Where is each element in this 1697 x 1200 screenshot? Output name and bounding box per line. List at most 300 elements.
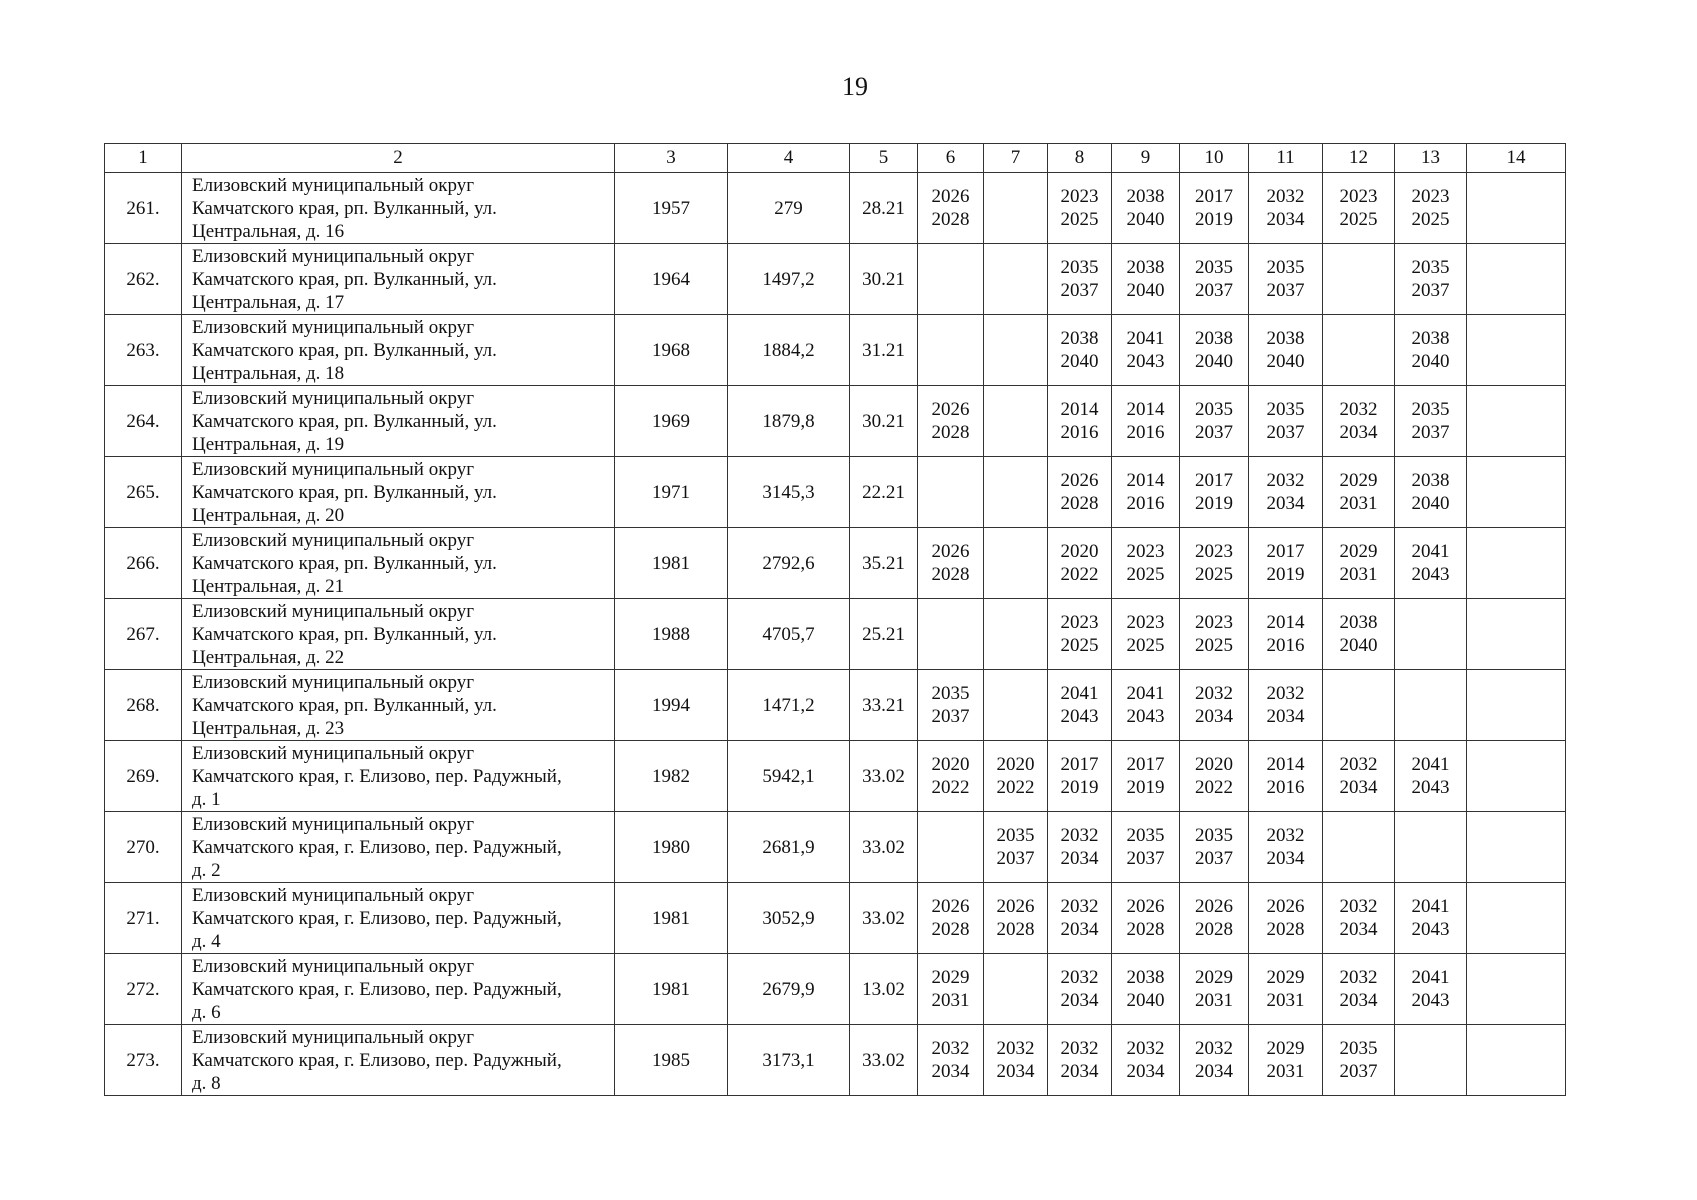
address-line: Камчатского края, рп. Вулканный, ул. bbox=[192, 481, 497, 503]
period-year: 2029 bbox=[1266, 1038, 1305, 1059]
period-year: 2026 bbox=[1060, 470, 1099, 491]
address-line: Камчатского края, г. Елизово, пер. Радужный, bbox=[192, 765, 562, 787]
table-row bbox=[105, 457, 1566, 528]
area-cell: 279 bbox=[728, 173, 850, 244]
table-row bbox=[105, 244, 1566, 315]
period-year: 2025 bbox=[1126, 635, 1165, 656]
year-built-cell: 1988 bbox=[615, 599, 728, 670]
period-year: 2019 bbox=[1266, 564, 1305, 585]
period-year: 2032 bbox=[1060, 896, 1099, 917]
code-cell: 33.02 bbox=[850, 1025, 918, 1096]
address-line: д. 1 bbox=[192, 788, 221, 810]
period-year: 2035 bbox=[1195, 257, 1233, 278]
period-year: 2035 bbox=[1411, 399, 1450, 420]
period-year: 2032 bbox=[1339, 967, 1378, 988]
area-cell: 3173,1 bbox=[728, 1025, 850, 1096]
period-year: 2032 bbox=[1339, 754, 1378, 775]
work-period-cell-c8 bbox=[1048, 315, 1112, 386]
work-period-cell-c12 bbox=[1323, 386, 1395, 457]
year-built-cell: 1981 bbox=[615, 954, 728, 1025]
period-year: 2038 bbox=[1126, 186, 1165, 207]
period-year: 2040 bbox=[1126, 280, 1165, 301]
address-cell bbox=[182, 173, 615, 244]
period-year: 2023 bbox=[1195, 612, 1233, 633]
column-header: 13 bbox=[1395, 144, 1467, 173]
year-built-cell: 1971 bbox=[615, 457, 728, 528]
work-period-cell-c8 bbox=[1048, 1025, 1112, 1096]
period-year: 2032 bbox=[996, 1038, 1035, 1059]
period-year: 2037 bbox=[1266, 422, 1305, 443]
period-year: 2025 bbox=[1195, 564, 1233, 585]
period-year: 2031 bbox=[931, 990, 970, 1011]
period-year: 2035 bbox=[1195, 825, 1233, 846]
work-period-cell-c13 bbox=[1395, 244, 1467, 315]
table-row bbox=[105, 599, 1566, 670]
period-year: 2035 bbox=[931, 683, 970, 704]
period-year: 2028 bbox=[931, 209, 970, 230]
column-14-cell bbox=[1467, 741, 1566, 812]
work-period-cell-c13 bbox=[1395, 528, 1467, 599]
period-year: 2028 bbox=[931, 919, 970, 940]
period-year: 2026 bbox=[996, 896, 1035, 917]
period-year: 2041 bbox=[1411, 754, 1450, 775]
work-period-cell-c9 bbox=[1112, 457, 1180, 528]
period-year: 2043 bbox=[1411, 564, 1450, 585]
address-cell bbox=[182, 315, 615, 386]
period-year: 2034 bbox=[996, 1061, 1035, 1082]
table-row bbox=[105, 741, 1566, 812]
table-row bbox=[105, 315, 1566, 386]
period-year: 2026 bbox=[931, 399, 970, 420]
period-year: 2037 bbox=[1411, 280, 1450, 301]
period-year: 2034 bbox=[1266, 493, 1305, 514]
work-period-cell-c13 bbox=[1395, 386, 1467, 457]
period-year: 2043 bbox=[1126, 351, 1165, 372]
year-built-cell: 1981 bbox=[615, 883, 728, 954]
period-year: 2028 bbox=[1060, 493, 1099, 514]
period-year: 2032 bbox=[931, 1038, 970, 1059]
period-year: 2034 bbox=[1339, 422, 1378, 443]
work-period-cell-c8 bbox=[1048, 883, 1112, 954]
period-year: 2029 bbox=[1339, 541, 1378, 562]
work-period-cell-c11 bbox=[1249, 599, 1323, 670]
work-period-cell-c11 bbox=[1249, 315, 1323, 386]
work-period-cell-c8 bbox=[1048, 386, 1112, 457]
work-period-cell-c10 bbox=[1180, 954, 1249, 1025]
address-line: Камчатского края, рп. Вулканный, ул. bbox=[192, 694, 497, 716]
address-line: Елизовский муниципальный округ bbox=[192, 600, 474, 622]
period-year: 2023 bbox=[1411, 186, 1450, 207]
work-period-cell-c10 bbox=[1180, 1025, 1249, 1096]
column-14-cell bbox=[1467, 954, 1566, 1025]
work-period-cell-c11 bbox=[1249, 528, 1323, 599]
page-number: 19 bbox=[842, 72, 868, 101]
work-period-cell-c7 bbox=[984, 599, 1048, 670]
address-line: Камчатского края, г. Елизово, пер. Радужный, bbox=[192, 907, 562, 929]
work-period-cell-c12 bbox=[1323, 173, 1395, 244]
period-year: 2023 bbox=[1126, 541, 1165, 562]
work-period-cell-c8 bbox=[1048, 812, 1112, 883]
address-line: д. 6 bbox=[192, 1001, 221, 1023]
period-year: 2034 bbox=[931, 1061, 970, 1082]
work-period-cell-c13 bbox=[1395, 741, 1467, 812]
period-year: 2040 bbox=[1126, 990, 1165, 1011]
year-built-cell: 1964 bbox=[615, 244, 728, 315]
row-number-cell: 265. bbox=[105, 457, 182, 528]
period-year: 2032 bbox=[1195, 1038, 1233, 1059]
code-cell: 28.21 bbox=[850, 173, 918, 244]
row-number-cell: 264. bbox=[105, 386, 182, 457]
period-year: 2035 bbox=[1266, 257, 1305, 278]
period-year: 2032 bbox=[1266, 186, 1305, 207]
work-period-cell-c6 bbox=[918, 1025, 984, 1096]
period-year: 2038 bbox=[1060, 328, 1099, 349]
period-year: 2032 bbox=[1126, 1038, 1165, 1059]
address-line: Центральная, д. 20 bbox=[192, 504, 345, 526]
period-year: 2017 bbox=[1195, 470, 1233, 491]
period-year: 2023 bbox=[1339, 186, 1378, 207]
work-period-cell-c10 bbox=[1180, 883, 1249, 954]
area-cell: 5942,1 bbox=[728, 741, 850, 812]
work-period-cell-c9 bbox=[1112, 741, 1180, 812]
period-year: 2037 bbox=[1195, 848, 1233, 869]
address-line: Центральная, д. 22 bbox=[192, 646, 345, 668]
work-period-cell-c6 bbox=[918, 670, 984, 741]
column-header: 4 bbox=[728, 144, 850, 173]
period-year: 2035 bbox=[1339, 1038, 1378, 1059]
work-period-cell-c8 bbox=[1048, 457, 1112, 528]
code-cell: 30.21 bbox=[850, 386, 918, 457]
column-14-cell bbox=[1467, 315, 1566, 386]
address-cell bbox=[182, 741, 615, 812]
work-period-cell-c11 bbox=[1249, 173, 1323, 244]
work-period-cell-c13 bbox=[1395, 599, 1467, 670]
period-year: 2026 bbox=[1126, 896, 1165, 917]
period-year: 2022 bbox=[996, 777, 1035, 798]
period-year: 2032 bbox=[1060, 967, 1099, 988]
area-cell: 2792,6 bbox=[728, 528, 850, 599]
period-year: 2025 bbox=[1339, 209, 1378, 230]
period-year: 2016 bbox=[1266, 635, 1305, 656]
column-14-cell bbox=[1467, 244, 1566, 315]
period-year: 2037 bbox=[1339, 1061, 1378, 1082]
work-period-cell-c11 bbox=[1249, 244, 1323, 315]
column-14-cell bbox=[1467, 173, 1566, 244]
period-year: 2043 bbox=[1411, 990, 1450, 1011]
column-header: 10 bbox=[1180, 144, 1249, 173]
row-number-cell: 267. bbox=[105, 599, 182, 670]
period-year: 2022 bbox=[1195, 777, 1233, 798]
period-year: 2025 bbox=[1195, 635, 1233, 656]
address-line: Елизовский муниципальный округ bbox=[192, 1026, 474, 1048]
work-period-cell-c12 bbox=[1323, 244, 1395, 315]
work-period-cell-c10 bbox=[1180, 812, 1249, 883]
period-year: 2025 bbox=[1411, 209, 1450, 230]
address-line: Камчатского края, рп. Вулканный, ул. bbox=[192, 623, 497, 645]
work-period-cell-c9 bbox=[1112, 386, 1180, 457]
address-line: д. 2 bbox=[192, 859, 221, 881]
period-year: 2041 bbox=[1060, 683, 1099, 704]
area-cell: 3145,3 bbox=[728, 457, 850, 528]
period-year: 2031 bbox=[1195, 990, 1233, 1011]
work-period-cell-c6 bbox=[918, 599, 984, 670]
work-period-cell-c9 bbox=[1112, 315, 1180, 386]
period-year: 2041 bbox=[1411, 896, 1450, 917]
table-row bbox=[105, 883, 1566, 954]
table-body bbox=[105, 173, 1566, 1096]
period-year: 2034 bbox=[1339, 919, 1378, 940]
table-row bbox=[105, 670, 1566, 741]
column-header: 9 bbox=[1112, 144, 1180, 173]
period-year: 2020 bbox=[1060, 541, 1099, 562]
period-year: 2043 bbox=[1126, 706, 1165, 727]
work-period-cell-c12 bbox=[1323, 315, 1395, 386]
period-year: 2037 bbox=[1411, 422, 1450, 443]
period-year: 2023 bbox=[1126, 612, 1165, 633]
work-period-cell-c10 bbox=[1180, 670, 1249, 741]
work-period-cell-c12 bbox=[1323, 741, 1395, 812]
column-number-header-row bbox=[105, 144, 1566, 173]
period-year: 2034 bbox=[1266, 706, 1305, 727]
period-year: 2014 bbox=[1060, 399, 1099, 420]
period-year: 2038 bbox=[1411, 470, 1450, 491]
period-year: 2034 bbox=[1060, 1061, 1099, 1082]
period-year: 2019 bbox=[1060, 777, 1099, 798]
period-year: 2029 bbox=[1339, 470, 1378, 491]
period-year: 2022 bbox=[1060, 564, 1099, 585]
address-line: Елизовский муниципальный округ bbox=[192, 174, 474, 196]
column-14-cell bbox=[1467, 812, 1566, 883]
period-year: 2016 bbox=[1126, 493, 1165, 514]
work-period-cell-c6 bbox=[918, 812, 984, 883]
work-period-cell-c10 bbox=[1180, 315, 1249, 386]
area-cell: 3052,9 bbox=[728, 883, 850, 954]
work-period-cell-c12 bbox=[1323, 812, 1395, 883]
period-year: 2016 bbox=[1126, 422, 1165, 443]
period-year: 2035 bbox=[1195, 399, 1233, 420]
period-year: 2017 bbox=[1060, 754, 1099, 775]
address-line: Камчатского края, г. Елизово, пер. Радужный, bbox=[192, 1049, 562, 1071]
period-year: 2029 bbox=[1195, 967, 1233, 988]
period-year: 2038 bbox=[1411, 328, 1450, 349]
work-period-cell-c7 bbox=[984, 457, 1048, 528]
work-period-cell-c9 bbox=[1112, 528, 1180, 599]
table-row bbox=[105, 1025, 1566, 1096]
period-year: 2035 bbox=[996, 825, 1035, 846]
period-year: 2032 bbox=[1339, 399, 1378, 420]
period-year: 2014 bbox=[1266, 754, 1305, 775]
period-year: 2043 bbox=[1411, 777, 1450, 798]
period-year: 2031 bbox=[1266, 990, 1305, 1011]
address-line: Центральная, д. 21 bbox=[192, 575, 345, 597]
period-year: 2023 bbox=[1195, 541, 1233, 562]
area-cell: 1497,2 bbox=[728, 244, 850, 315]
period-year: 2016 bbox=[1266, 777, 1305, 798]
address-line: Центральная, д. 16 bbox=[192, 220, 345, 242]
address-line: Камчатского края, г. Елизово, пер. Радужный, bbox=[192, 978, 562, 1000]
address-cell bbox=[182, 812, 615, 883]
row-number-cell: 263. bbox=[105, 315, 182, 386]
period-year: 2032 bbox=[1266, 683, 1305, 704]
period-year: 2040 bbox=[1126, 209, 1165, 230]
work-period-cell-c11 bbox=[1249, 883, 1323, 954]
work-period-cell-c6 bbox=[918, 528, 984, 599]
address-line: Камчатского края, рп. Вулканный, ул. bbox=[192, 197, 497, 219]
work-period-cell-c13 bbox=[1395, 812, 1467, 883]
period-year: 2014 bbox=[1126, 470, 1165, 491]
period-year: 2043 bbox=[1060, 706, 1099, 727]
period-year: 2025 bbox=[1126, 564, 1165, 585]
period-year: 2032 bbox=[1060, 825, 1099, 846]
work-period-cell-c12 bbox=[1323, 528, 1395, 599]
column-header: 1 bbox=[105, 144, 182, 173]
period-year: 2028 bbox=[1266, 919, 1305, 940]
work-period-cell-c9 bbox=[1112, 883, 1180, 954]
period-year: 2019 bbox=[1195, 493, 1233, 514]
column-header: 12 bbox=[1323, 144, 1395, 173]
year-built-cell: 1981 bbox=[615, 528, 728, 599]
code-cell: 25.21 bbox=[850, 599, 918, 670]
address-line: Елизовский муниципальный округ bbox=[192, 316, 474, 338]
address-line: Елизовский муниципальный округ bbox=[192, 458, 474, 480]
period-year: 2026 bbox=[931, 896, 970, 917]
table-row bbox=[105, 954, 1566, 1025]
work-period-cell-c12 bbox=[1323, 457, 1395, 528]
work-period-cell-c10 bbox=[1180, 599, 1249, 670]
address-cell bbox=[182, 244, 615, 315]
period-year: 2028 bbox=[996, 919, 1035, 940]
period-year: 2037 bbox=[1266, 280, 1305, 301]
work-period-cell-c13 bbox=[1395, 457, 1467, 528]
column-14-cell bbox=[1467, 599, 1566, 670]
work-period-cell-c12 bbox=[1323, 883, 1395, 954]
period-year: 2034 bbox=[1195, 1061, 1233, 1082]
period-year: 2034 bbox=[1060, 848, 1099, 869]
code-cell: 33.02 bbox=[850, 741, 918, 812]
work-period-cell-c6 bbox=[918, 244, 984, 315]
work-period-cell-c12 bbox=[1323, 599, 1395, 670]
period-year: 2034 bbox=[1195, 706, 1233, 727]
code-cell: 31.21 bbox=[850, 315, 918, 386]
work-period-cell-c8 bbox=[1048, 670, 1112, 741]
period-year: 2026 bbox=[1195, 896, 1233, 917]
work-period-cell-c10 bbox=[1180, 173, 1249, 244]
address-line: Камчатского края, рп. Вулканный, ул. bbox=[192, 268, 497, 290]
work-period-cell-c10 bbox=[1180, 741, 1249, 812]
period-year: 2040 bbox=[1411, 493, 1450, 514]
address-line: д. 4 bbox=[192, 930, 221, 952]
row-number-cell: 266. bbox=[105, 528, 182, 599]
work-period-cell-c13 bbox=[1395, 670, 1467, 741]
table-row bbox=[105, 386, 1566, 457]
work-period-cell-c11 bbox=[1249, 741, 1323, 812]
table-row bbox=[105, 528, 1566, 599]
period-year: 2041 bbox=[1411, 541, 1450, 562]
period-year: 2040 bbox=[1411, 351, 1450, 372]
work-period-cell-c11 bbox=[1249, 1025, 1323, 1096]
work-period-cell-c13 bbox=[1395, 173, 1467, 244]
row-number-cell: 262. bbox=[105, 244, 182, 315]
period-year: 2025 bbox=[1060, 209, 1099, 230]
work-period-cell-c9 bbox=[1112, 599, 1180, 670]
address-cell bbox=[182, 883, 615, 954]
work-period-cell-c6 bbox=[918, 457, 984, 528]
period-year: 2037 bbox=[931, 706, 970, 727]
work-period-cell-c8 bbox=[1048, 244, 1112, 315]
work-period-cell-c6 bbox=[918, 173, 984, 244]
work-period-cell-c10 bbox=[1180, 386, 1249, 457]
period-year: 2038 bbox=[1195, 328, 1233, 349]
column-header: 14 bbox=[1467, 144, 1566, 173]
period-year: 2020 bbox=[1195, 754, 1233, 775]
work-period-cell-c9 bbox=[1112, 1025, 1180, 1096]
work-period-cell-c9 bbox=[1112, 173, 1180, 244]
year-built-cell: 1985 bbox=[615, 1025, 728, 1096]
work-period-cell-c7 bbox=[984, 528, 1048, 599]
work-period-cell-c12 bbox=[1323, 954, 1395, 1025]
work-period-cell-c7 bbox=[984, 244, 1048, 315]
work-period-cell-c10 bbox=[1180, 457, 1249, 528]
work-period-cell-c6 bbox=[918, 741, 984, 812]
period-year: 2028 bbox=[931, 564, 970, 585]
year-built-cell: 1982 bbox=[615, 741, 728, 812]
work-period-cell-c8 bbox=[1048, 599, 1112, 670]
work-period-cell-c7 bbox=[984, 954, 1048, 1025]
area-cell: 1879,8 bbox=[728, 386, 850, 457]
period-year: 2034 bbox=[1266, 848, 1305, 869]
column-14-cell bbox=[1467, 883, 1566, 954]
column-14-cell bbox=[1467, 670, 1566, 741]
period-year: 2032 bbox=[1266, 825, 1305, 846]
work-period-cell-c7 bbox=[984, 741, 1048, 812]
work-period-cell-c8 bbox=[1048, 528, 1112, 599]
address-line: Елизовский муниципальный округ bbox=[192, 884, 474, 906]
address-line: Елизовский муниципальный округ bbox=[192, 245, 474, 267]
address-line: Камчатского края, рп. Вулканный, ул. bbox=[192, 410, 497, 432]
code-cell: 30.21 bbox=[850, 244, 918, 315]
row-number-cell: 268. bbox=[105, 670, 182, 741]
work-period-cell-c6 bbox=[918, 883, 984, 954]
area-cell: 4705,7 bbox=[728, 599, 850, 670]
column-14-cell bbox=[1467, 528, 1566, 599]
address-line: Камчатского края, г. Елизово, пер. Радужный, bbox=[192, 836, 562, 858]
column-header: 5 bbox=[850, 144, 918, 173]
period-year: 2034 bbox=[1060, 919, 1099, 940]
period-year: 2019 bbox=[1195, 209, 1233, 230]
period-year: 2032 bbox=[1060, 1038, 1099, 1059]
period-year: 2023 bbox=[1060, 612, 1099, 633]
period-year: 2037 bbox=[1126, 848, 1165, 869]
work-period-cell-c12 bbox=[1323, 670, 1395, 741]
period-year: 2031 bbox=[1339, 493, 1378, 514]
period-year: 2014 bbox=[1126, 399, 1165, 420]
work-period-cell-c8 bbox=[1048, 741, 1112, 812]
period-year: 2038 bbox=[1126, 967, 1165, 988]
code-cell: 35.21 bbox=[850, 528, 918, 599]
code-cell: 22.21 bbox=[850, 457, 918, 528]
code-cell: 33.02 bbox=[850, 883, 918, 954]
period-year: 2034 bbox=[1339, 990, 1378, 1011]
period-year: 2038 bbox=[1266, 328, 1305, 349]
address-line: Елизовский муниципальный округ bbox=[192, 742, 474, 764]
work-period-cell-c9 bbox=[1112, 954, 1180, 1025]
work-period-cell-c10 bbox=[1180, 244, 1249, 315]
code-cell: 33.02 bbox=[850, 812, 918, 883]
work-period-cell-c11 bbox=[1249, 954, 1323, 1025]
work-period-cell-c11 bbox=[1249, 386, 1323, 457]
work-period-cell-c6 bbox=[918, 315, 984, 386]
address-cell bbox=[182, 457, 615, 528]
